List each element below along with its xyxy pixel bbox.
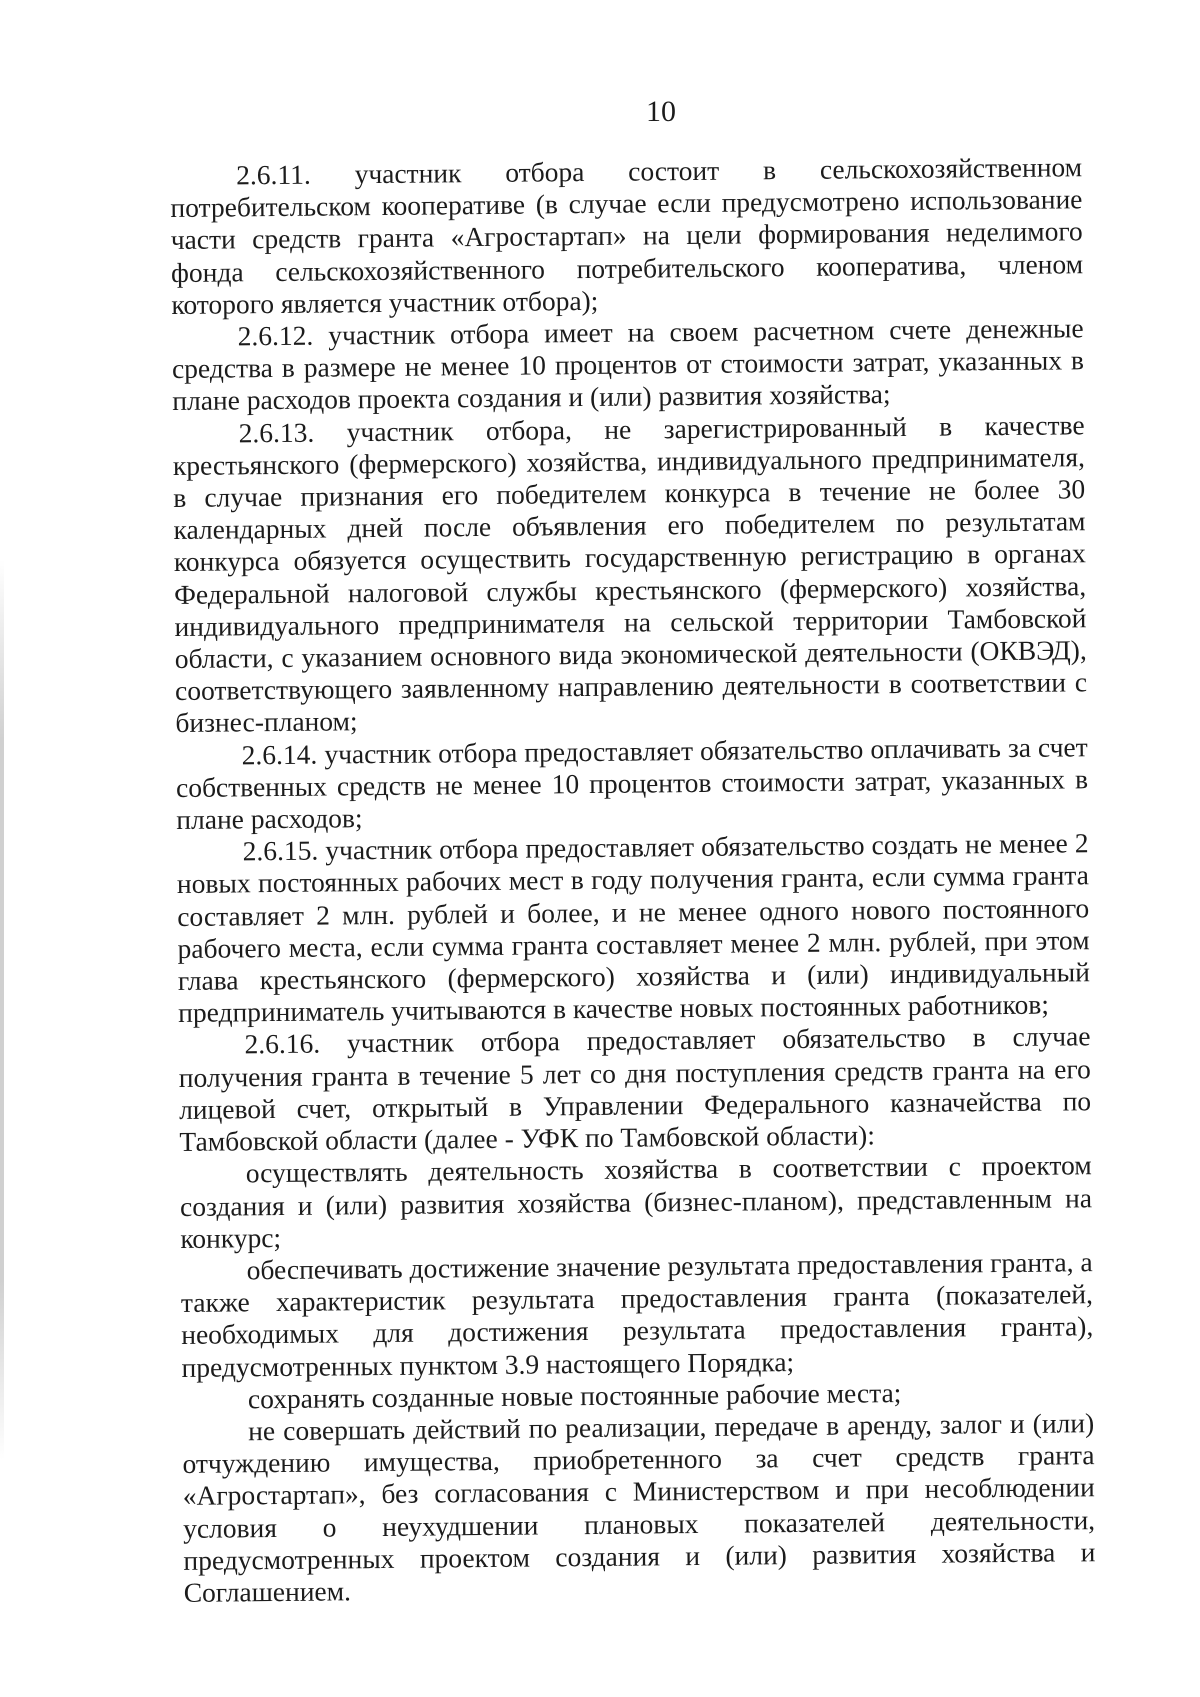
- scan-edge-shadow: [0, 560, 4, 1460]
- paragraph-2-6-11: 2.6.11. участник отбора состоит в сельскохозяйственном потребительском кооперативе (в случае если предусмотрено использование части средств гранта «Агростартап» на цели формирования неделимого фонда сельскохозяйственного потребительского кооператива, членом которого является участник отбора);: [170, 151, 1084, 320]
- paragraph-2-6-15: 2.6.15. участник отбора предоставляет обязательство создать не менее 2 новых постоянных рабочих мест в году получения гранта, если сумма гранта составляет 2 млн. рублей и более, и не менее одного нового постоянного рабочего места, если сумма гранта составляет менее 2 млн. рублей, при этом глава крестьянского (фермерского) хозяйства и (или) индивидуальный предприниматель учитываются в качестве новых постоянных работников;: [176, 827, 1090, 1029]
- paragraph-2-6-14: 2.6.14. участник отбора предоставляет обязательство оплачивать за счет собственных средств не менее 10 процентов стоимости затрат, указанных в плане расходов;: [175, 730, 1089, 836]
- obligation-item-activity: осуществлять деятельность хозяйства в соответствии с проектом создания и (или) развития хозяйства (бизнес-планом), представленным на конкурс;: [179, 1149, 1093, 1254]
- obligation-item-result: обеспечивать достижение значение результата предоставления гранта, а также характеристик результата предоставления гранта (показателей, необходимых для достижения результата предоставления гранта), предусмотренных пунктом 3.9 настоящего Порядка;: [180, 1246, 1094, 1383]
- paragraph-2-6-12: 2.6.12. участник отбора имеет на своем расчетном счете денежные средства в размере не менее 10 процентов от стоимости затрат, указанных в плане расходов проекта создания и (или) развития хозяйства;: [171, 312, 1085, 417]
- paragraph-2-6-16: 2.6.16. участник отбора предоставляет обязательство в случае получения гранта в течение 5 лет со дня поступления средств гранта на его лицевой счет, открытый в Управлении Федерального казначейства по Тамбовской области (далее - УФК по Тамбовской области):: [178, 1020, 1092, 1158]
- paragraph-2-6-13: 2.6.13. участник отбора, не зарегистрированный в качестве крестьянского (фермерского) хозяйства, индивидуального предпринимателя, в случае признания его победителем конкурса в течение не более 30 календарных дней после объявления его победителем по результатам конкурса обязуется осуществить государственную регистрацию в органах Федеральной налоговой службы крестьянского (фермерского) хозяйства, индивидуального предпринимателя на сельской территории Тамбовской области, с указанием основного вида экономической деятельности (ОКВЭД), соответствующего заявленному направлению деятельности в соответствии с бизнес-планом;: [172, 408, 1088, 739]
- document-body: [170, 151, 1096, 1609]
- page-number: 10: [646, 95, 676, 128]
- obligation-item-property: не совершать действий по реализации, передаче в аренду, залог и (или) отчуждению имущества, приобретенного за счет средств гранта «Агростартап», без согласования с Министерством и при несоблюдении условия о неухудшении плановых показателей деятельности, предусмотренных проектом создания и (или) развития хозяйства и Соглашением.: [182, 1407, 1096, 1608]
- obligation-item-jobs: сохранять созданные новые постоянные рабочие места;: [247, 1376, 902, 1415]
